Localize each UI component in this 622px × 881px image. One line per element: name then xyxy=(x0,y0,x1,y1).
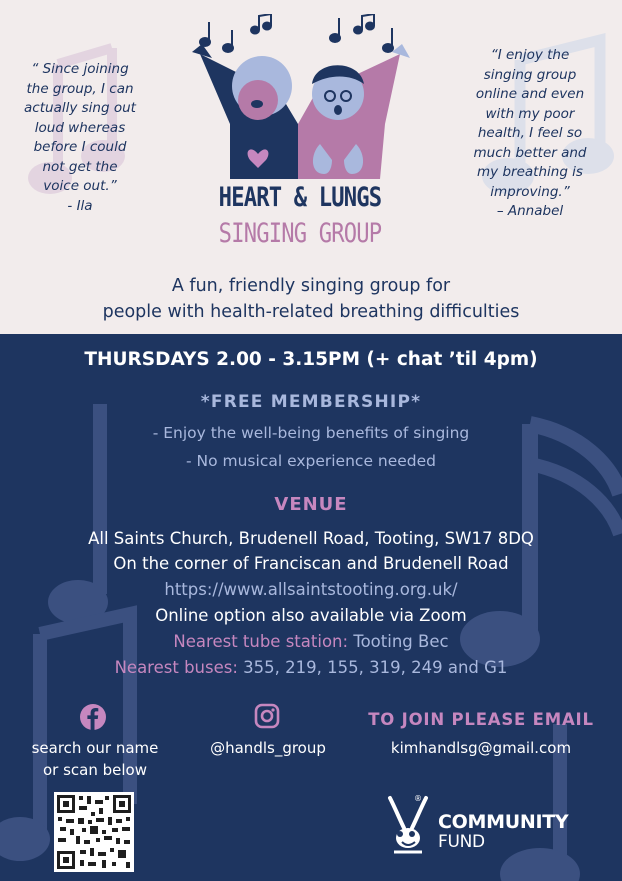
qr-code[interactable] xyxy=(54,792,134,872)
venue-address: All Saints Church, Brudenell Road, Tooting, SW17 8DQ xyxy=(88,529,534,548)
membership-heading: *FREE MEMBERSHIP* xyxy=(200,392,422,412)
email-heading: TO JOIN PLEASE EMAIL xyxy=(368,710,594,729)
quote-ila: “ Since joining the group, I can actually sing out loud whereas before I could not get the voice out.” - Ila xyxy=(24,61,136,214)
benefit-item: - No musical experience needed xyxy=(185,452,437,470)
facebook-instructions: search our name or scan below xyxy=(31,739,159,779)
instagram-handle[interactable]: @handls_group xyxy=(210,739,326,757)
group-title-line2: SINGING GROUP xyxy=(218,218,382,249)
tagline: A fun, friendly singing group for people with health-related breathing difficulties xyxy=(102,276,520,322)
group-title-line1: HEART & LUNGS xyxy=(218,182,382,213)
email-address[interactable]: kimhandlsg@gmail.com xyxy=(390,739,572,757)
nearest-buses: Nearest buses: 355, 219, 155, 319, 249 and G1 xyxy=(114,658,508,677)
nearest-tube: Nearest tube station: Tooting Bec xyxy=(173,632,449,651)
funder-name: COMMUNITY FUND xyxy=(438,811,569,852)
online-option: Online option also available via Zoom xyxy=(155,606,467,625)
instagram-icon[interactable] xyxy=(254,703,280,729)
registered-mark: ® xyxy=(414,794,422,803)
venue-heading: VENUE xyxy=(274,494,348,515)
meeting-hours: THURSDAYS 2.00 - 3.15PM (+ chat ’til 4pm) xyxy=(84,349,538,370)
venue-corner: On the corner of Franciscan and Brudenell Road xyxy=(113,554,509,573)
quote-annabel: “I enjoy the singing group online and even with my poor health, I feel so much better and my breathing is improving.” – Annabel xyxy=(473,47,587,219)
venue-website-link[interactable]: https://www.allsaintstooting.org.uk/ xyxy=(164,580,458,599)
benefit-item: - Enjoy the well-being benefits of singing xyxy=(152,424,470,442)
national-lottery-hand-icon xyxy=(382,794,434,856)
facebook-icon[interactable] xyxy=(80,704,106,730)
